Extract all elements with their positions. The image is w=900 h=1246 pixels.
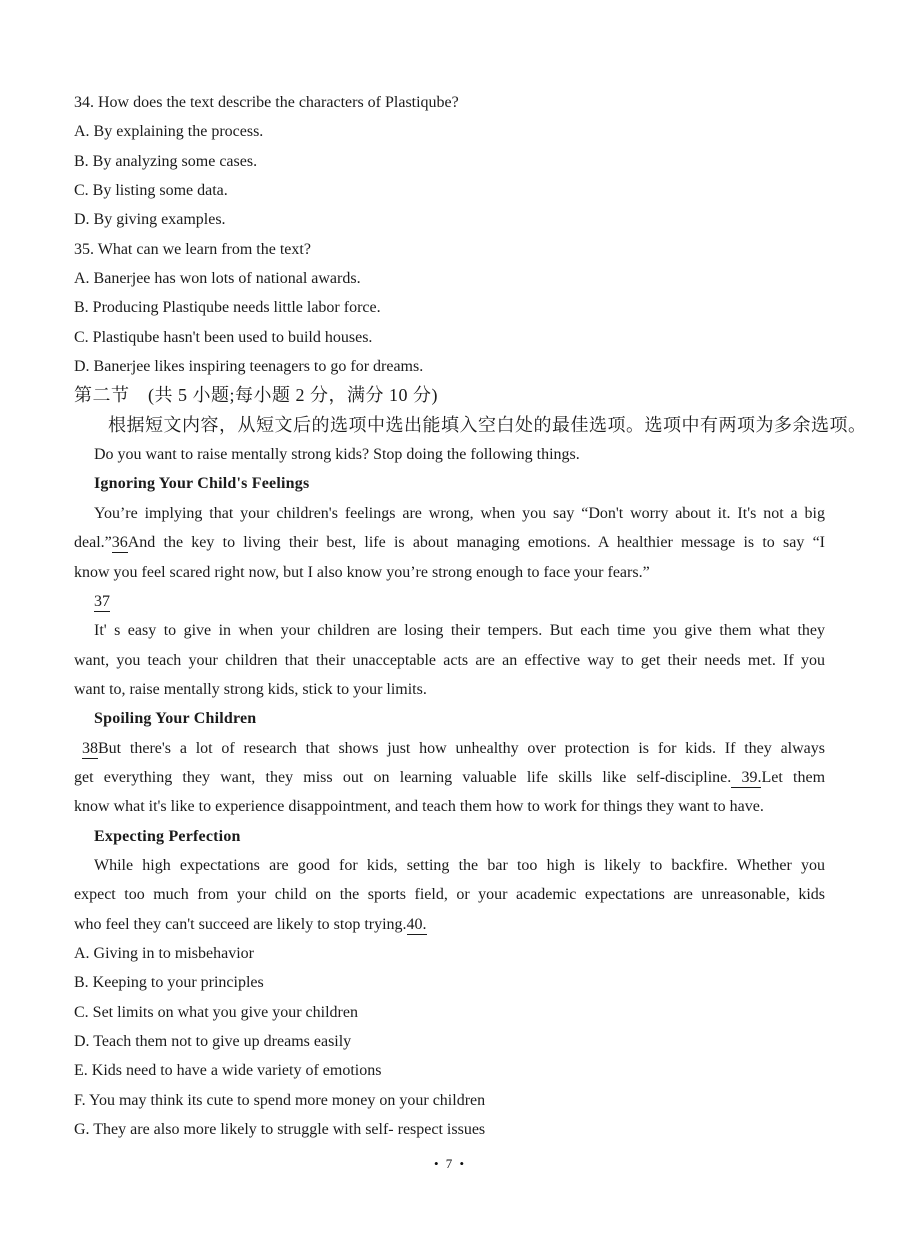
instruction: 根据短文内容，从短文后的选项中选出能填入空白处的最佳选项。选项中有两项为多余选项。 bbox=[108, 414, 867, 435]
page-number: • 7 • bbox=[433, 1156, 467, 1171]
paragraph-line: Do you want to raise mentally strong kids? Stop doing the following things. bbox=[94, 446, 580, 464]
option: D. By giving examples. bbox=[74, 211, 226, 229]
paragraph-line bbox=[74, 587, 825, 616]
option: D. Banerjee likes inspiring teenagers to go for dreams. bbox=[74, 358, 424, 376]
paragraph-line: expect too much from your child on the sports field, or your academic expectations are unreasonable, kids bbox=[74, 886, 825, 904]
option: A. Giving in to misbehavior bbox=[74, 944, 254, 962]
heading: Expecting Perfection bbox=[94, 827, 241, 845]
question: 34. How does the text describe the characters of Plastiqube? bbox=[74, 94, 459, 111]
option: B. Producing Plastiqube needs little labor force. bbox=[74, 299, 381, 317]
paragraph-line: know you feel scared right now, but I also know you’re strong enough to face your fears.” bbox=[74, 563, 650, 581]
paragraph-line: 38But there's a lot of research that shows just how unhealthy over protection is for kids. If they always bbox=[82, 739, 825, 757]
question: 35. What can we learn from the text? bbox=[74, 240, 311, 258]
paragraph-line: know what it's like to experience disappointment, and teach them how to work for things they want to have. bbox=[74, 798, 764, 816]
paragraph-line: It' s easy to give in when your children are losing their tempers. But each time you give them what they bbox=[94, 622, 825, 640]
paragraph-line: While high expectations are good for kids, setting the bar too high is likely to backfire. Whether you bbox=[94, 856, 825, 874]
option: E. Kids need to have a wide variety of emotions bbox=[74, 1062, 382, 1080]
option: A. By explaining the process. bbox=[74, 123, 264, 141]
option: A. Banerjee has won lots of national awards. bbox=[74, 270, 361, 288]
blank-underline: 36 bbox=[111, 534, 128, 552]
paragraph-line: You’re implying that your children's feelings are wrong, when you say “Don't worry about it. It's not a big bbox=[94, 504, 825, 522]
option: C. Set limits on what you give your children bbox=[74, 1003, 358, 1021]
heading: Spoiling Your Children bbox=[94, 710, 257, 728]
section-title: 第二节 (共 5 小题;每小题 2 分，满分 10 分) bbox=[74, 385, 438, 406]
option: B. By analyzing some cases. bbox=[74, 152, 258, 170]
paragraph-line: deal.”36And the key to living their best, life is about managing emotions. A healthier message is to say “I bbox=[74, 534, 825, 552]
option: G. They are also more likely to struggle with self- respect issues bbox=[74, 1121, 486, 1139]
option: D. Teach them not to give up dreams easily bbox=[74, 1033, 352, 1050]
option: C. Plastiqube hasn't been used to build houses. bbox=[74, 328, 373, 346]
paragraph-line: get everything they want, they miss out on learning valuable life skills like self-discipline. 39.Let them bbox=[74, 768, 826, 786]
option: B. Keeping to your principles bbox=[74, 974, 264, 992]
paragraph-line: want, you teach your children that their unacceptable acts are an effective way to get their needs met. If you bbox=[74, 651, 825, 669]
exam-text-body bbox=[74, 88, 867, 1144]
blank-underline: 40. bbox=[406, 915, 427, 933]
option: C. By listing some data. bbox=[74, 182, 228, 200]
paragraph-line: who feel they can't succeed are likely to stop trying.40. bbox=[74, 915, 427, 933]
paragraph-line: want to, raise mentally strong kids, stick to your limits. bbox=[74, 680, 427, 698]
option: F. You may think its cute to spend more money on your children bbox=[74, 1091, 486, 1109]
blank-underline: 39. bbox=[731, 768, 762, 786]
blank-underline: 38 bbox=[82, 739, 98, 757]
blank-underline: 37 bbox=[94, 592, 110, 610]
heading: Ignoring Your Child's Feelings bbox=[94, 475, 310, 493]
